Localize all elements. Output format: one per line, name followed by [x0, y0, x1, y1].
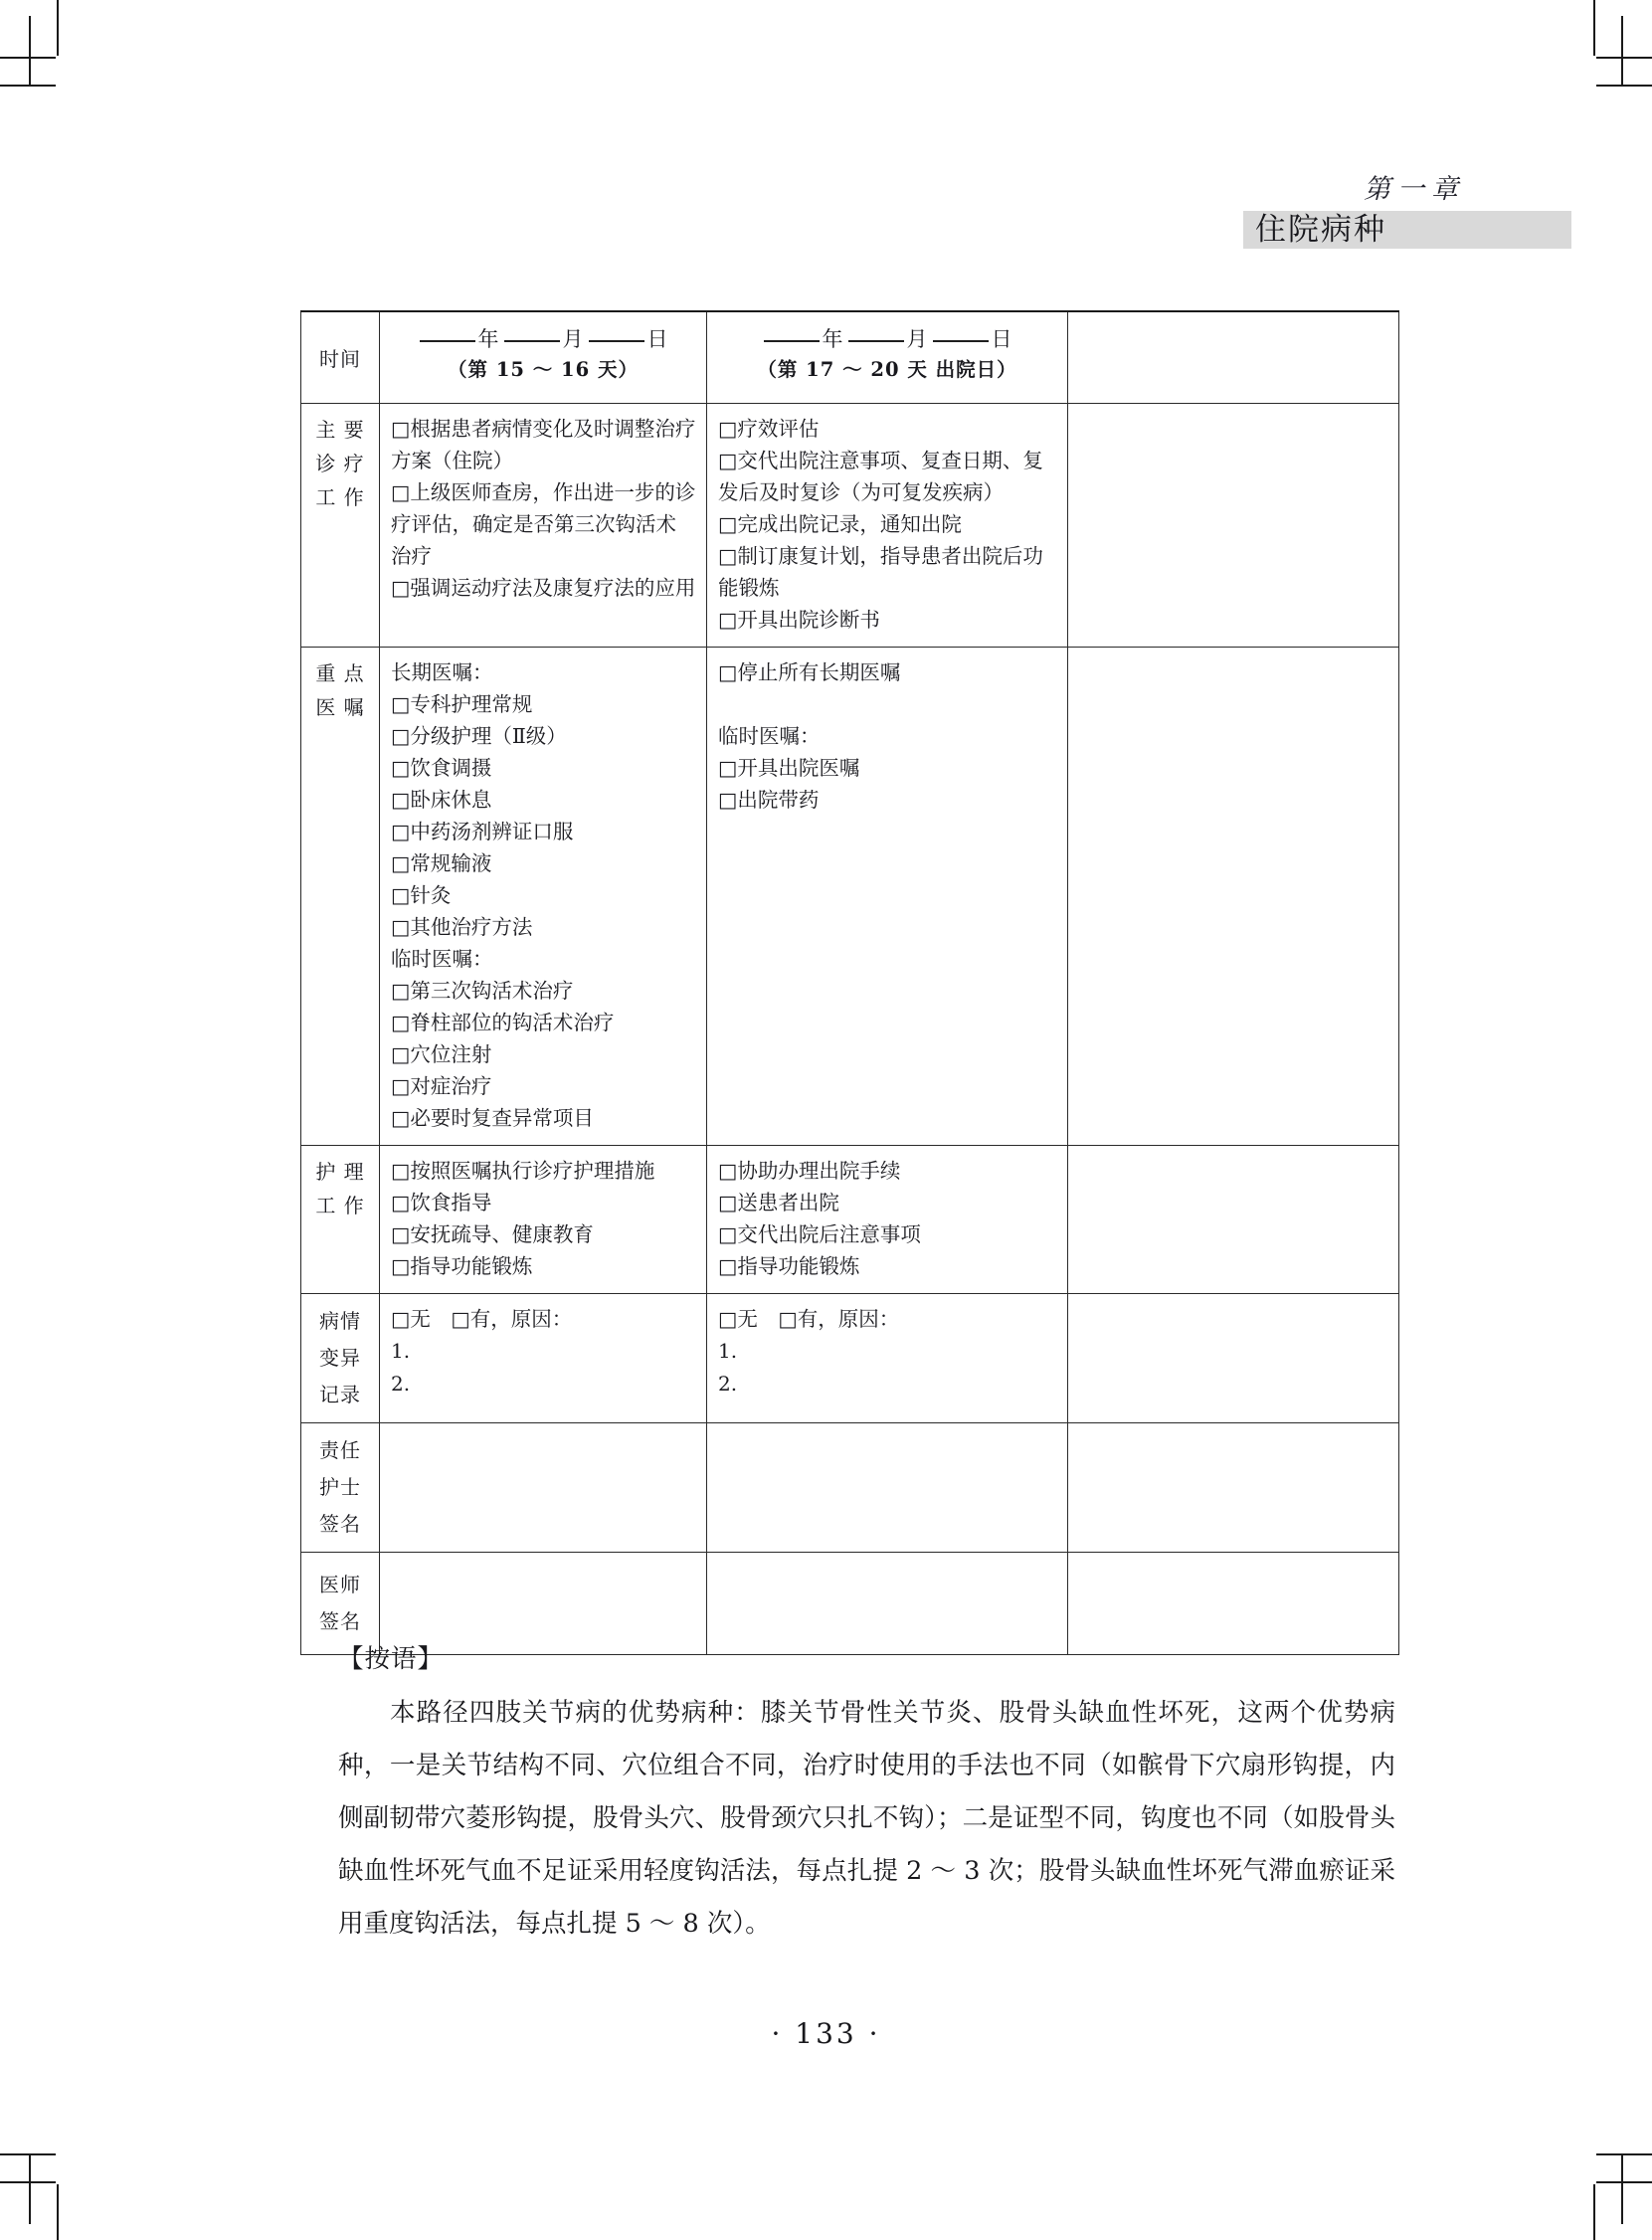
- table-row-key-orders: [301, 648, 1399, 1146]
- main-work-col-c: [1068, 404, 1399, 648]
- list-item: □送患者出院: [718, 1191, 839, 1214]
- list-item: □开具出院诊断书: [718, 608, 880, 632]
- key-orders-col-c: [1068, 648, 1399, 1146]
- row-label-key-orders: 重 点 医 嘱: [315, 661, 365, 719]
- list-item: □协助办理出院手续: [718, 1159, 901, 1183]
- list-item: □交代出院注意事项、复查日期、复发后及时复诊（为可复发疾病）: [718, 449, 1043, 504]
- date-blank-day: [589, 340, 644, 342]
- list-item: □停止所有长期医嘱: [718, 660, 901, 684]
- note-heading: 【按语】: [338, 1644, 445, 1674]
- variance-col-b: [707, 1294, 1068, 1423]
- time-cell-col-c: [1068, 311, 1399, 404]
- list-item: □疗效评估: [718, 417, 820, 441]
- running-header: [1243, 167, 1571, 249]
- list-item: □开具出院医嘱: [718, 756, 860, 780]
- list-heading: 临时医嘱：: [718, 724, 821, 748]
- row-label-doctor-signature: 医师 签名: [319, 1573, 361, 1633]
- row-label-main-work-cell: [301, 404, 380, 648]
- nursing-col-c: [1068, 1146, 1399, 1294]
- date-blank-month: [848, 340, 904, 342]
- variance-reason-2: 2.: [391, 1372, 411, 1396]
- table-row-nurse-signature: [301, 1423, 1399, 1553]
- list-item: □分级护理（Ⅱ级）: [391, 724, 567, 748]
- list-item: □专科护理常规: [391, 692, 533, 716]
- date-unit-day: 日: [646, 327, 670, 351]
- list-item: □指导功能锻炼: [718, 1254, 860, 1278]
- nurse-signature-col-a[interactable]: [380, 1423, 707, 1553]
- row-label-time-cell: [301, 311, 380, 404]
- variance-options: □无 □有，原因：: [718, 1307, 900, 1331]
- list-heading: 长期医嘱：: [391, 660, 493, 684]
- list-heading: 临时医嘱：: [391, 947, 493, 971]
- table-row-main-work: [301, 404, 1399, 648]
- chapter-label: 第一章: [1364, 174, 1465, 205]
- date-blank-month: [504, 340, 560, 342]
- list-item: □脊柱部位的钩活术治疗: [391, 1011, 615, 1034]
- variance-reason-1: 1.: [391, 1339, 411, 1363]
- variance-col-a: [380, 1294, 707, 1423]
- header-band-title: 住院病种: [1255, 212, 1386, 248]
- header-band: [1243, 211, 1571, 249]
- row-label-nurse-sign-cell: [301, 1423, 380, 1553]
- crop-mark-bottom-left: [0, 2154, 86, 2240]
- main-work-col-b: [707, 404, 1068, 648]
- list-item: □强调运动疗法及康复疗法的应用: [391, 576, 696, 600]
- table-row-nursing: [301, 1146, 1399, 1294]
- list-item: □卧床休息: [391, 788, 492, 812]
- list-item: □饮食指导: [391, 1191, 492, 1214]
- row-label-time: 时间: [319, 347, 361, 371]
- variance-options: □无 □有，原因：: [391, 1307, 573, 1331]
- page-folio: · 133 ·: [771, 2017, 881, 2050]
- date-line-col-b: [713, 323, 1061, 355]
- list-item: □指导功能锻炼: [391, 1254, 533, 1278]
- list-item: □中药汤剂辨证口服: [391, 820, 574, 843]
- table-row-time: [301, 311, 1399, 404]
- list-item: □制订康复计划，指导患者出院后功能锻炼: [718, 544, 1043, 600]
- row-label-nursing: 护 理 工 作: [315, 1160, 365, 1217]
- date-unit-month: 月: [562, 327, 586, 351]
- row-label-main-work: 主 要 诊 疗 工 作: [315, 418, 365, 509]
- key-orders-col-a: [380, 648, 707, 1146]
- variance-col-c: [1068, 1294, 1399, 1423]
- nurse-signature-col-c[interactable]: [1068, 1423, 1399, 1553]
- list-item: □必要时复查异常项目: [391, 1106, 594, 1130]
- nursing-col-a: [380, 1146, 707, 1294]
- list-item: □饮食调摄: [391, 756, 492, 780]
- date-unit-month: 月: [906, 327, 930, 351]
- date-blank-year: [420, 340, 475, 342]
- crop-mark-bottom-right: [1566, 2154, 1652, 2240]
- date-unit-year: 年: [477, 327, 501, 351]
- list-item: □针灸: [391, 883, 452, 907]
- list-item: □交代出院后注意事项: [718, 1222, 921, 1246]
- list-item: □出院带药: [718, 788, 820, 812]
- list-item: □安抚疏导、健康教育: [391, 1222, 594, 1246]
- crop-mark-top-right: [1566, 0, 1652, 86]
- variance-reason-1: 1.: [718, 1339, 738, 1363]
- nurse-signature-col-b[interactable]: [707, 1423, 1068, 1553]
- time-cell-col-a: [380, 311, 707, 404]
- list-item: □根据患者病情变化及时调整治疗方案（住院）: [391, 417, 696, 472]
- nursing-col-b: [707, 1146, 1068, 1294]
- variance-reason-2: 2.: [718, 1372, 738, 1396]
- date-blank-day: [933, 340, 989, 342]
- key-orders-col-b: [707, 648, 1068, 1146]
- list-item: □上级医师查房，作出进一步的诊疗评估，确定是否第三次钩活术治疗: [391, 480, 696, 568]
- list-item: □常规输液: [391, 851, 492, 875]
- date-unit-day: 日: [991, 327, 1014, 351]
- note-section: [338, 1633, 1395, 1951]
- row-label-key-orders-cell: [301, 648, 380, 1146]
- list-item: □其他治疗方法: [391, 915, 533, 939]
- list-item: □按照医嘱执行诊疗护理措施: [391, 1159, 655, 1183]
- row-label-nursing-cell: [301, 1146, 380, 1294]
- clinical-pathway-table: [300, 310, 1399, 1655]
- note-body: 本路径四肢关节病的优势病种：膝关节骨性关节炎、股骨头缺血性坏死，这两个优势病种，一是关节结构不同、穴位组合不同，治疗时使用的手法也不同（如髌骨下穴扇形钩提，内侧副韧带穴菱形钩提，股骨头穴、股骨颈穴只扎不钩）；二是证型不同，钩度也不同（如股骨头缺血性坏死气血不足证采用轻度钩活法，每点扎提 2 ～ 3 次；股骨头缺血性坏死气滞血瘀证采用重度钩活法，每点扎提 5 ～ 8 次）。: [338, 1698, 1395, 1939]
- list-item: □对症治疗: [391, 1074, 492, 1098]
- row-label-nurse-signature: 责任 护士 签名: [319, 1438, 361, 1536]
- main-work-col-a: [380, 404, 707, 648]
- list-item: □穴位注射: [391, 1042, 492, 1066]
- list-item: □完成出院记录，通知出院: [718, 512, 962, 536]
- row-label-variance-cell: [301, 1294, 380, 1423]
- day-range-col-b: （第 17 ～ 20 天 出院日）: [757, 358, 1017, 381]
- list-item: □第三次钩活术治疗: [391, 979, 574, 1003]
- time-cell-col-b: [707, 311, 1068, 404]
- crop-mark-top-left: [0, 0, 86, 86]
- date-blank-year: [764, 340, 820, 342]
- day-range-col-a: （第 15 ～ 16 天）: [448, 358, 639, 381]
- spacer: [718, 688, 1057, 720]
- row-label-variance: 病情 变异 记录: [319, 1309, 361, 1406]
- date-unit-year: 年: [822, 327, 845, 351]
- table-row-variance: [301, 1294, 1399, 1423]
- date-line-col-a: [386, 323, 700, 355]
